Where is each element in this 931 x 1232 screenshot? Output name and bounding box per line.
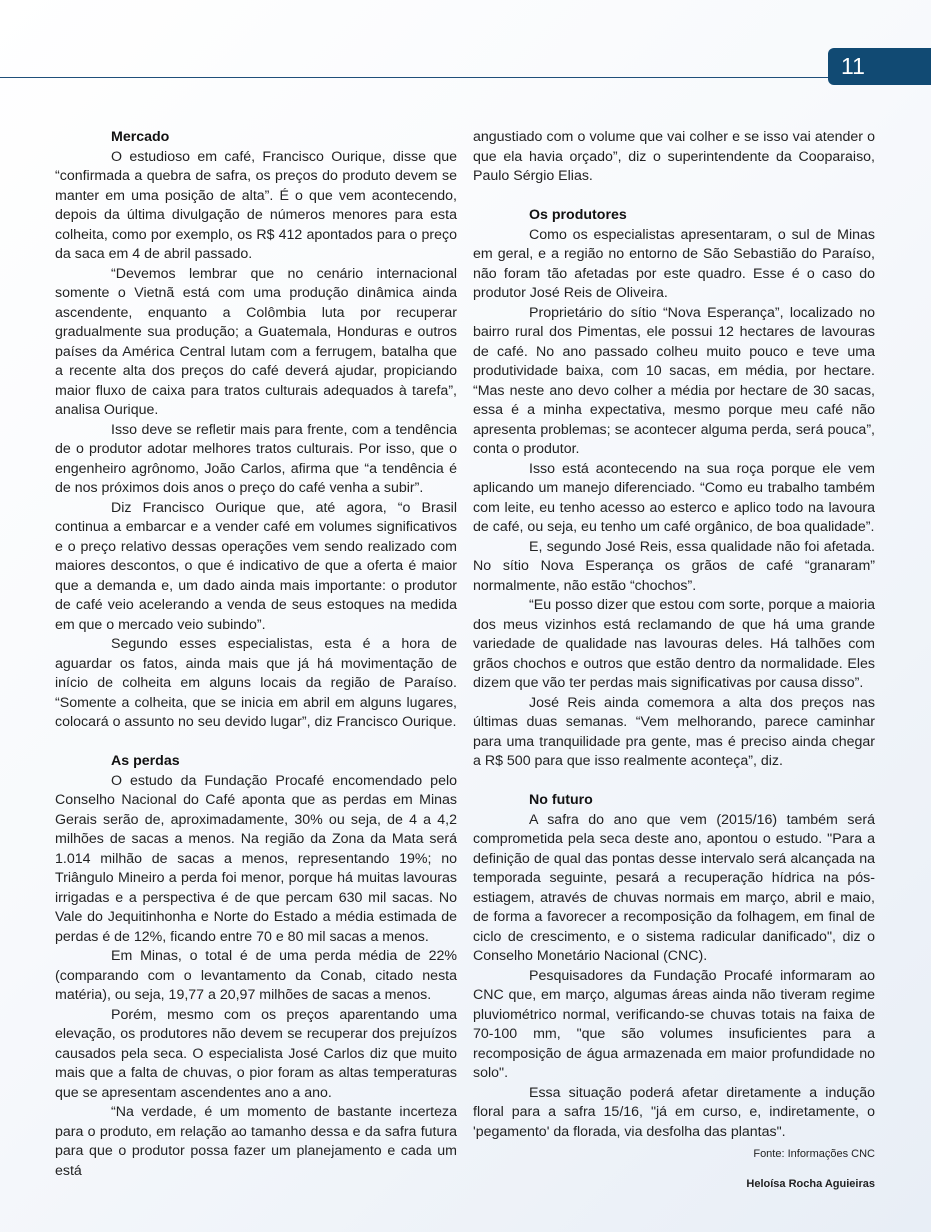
paragraph: “Na verdade, é um momento de bastante incerteza para o produto, em relação ao tamanho dessa e da safra futura para que o produtor possa fazer um planejamento e cada um está — [55, 1104, 457, 1179]
page-number: 11 — [841, 53, 865, 79]
section-heading-futuro: No futuro — [529, 792, 593, 808]
paragraph: Proprietário do sítio “Nova Esperança”, localizado no bairro rural dos Pimentas, ele possui 12 hectares de lavouras de café. No ano passado colheu muito pouco e teve uma produtividade baixa, com 10 sacas, em média, por hectare. “Mas neste ano devo colher a média por hectare de 30 sacas, essa é a minha expectativa, mesmo porque meu café não apresenta problemas; se acontecer alguma perda, será pouca”, conta o produtor. — [473, 304, 875, 457]
paragraph: Porém, mesmo com os preços aparentando uma elevação, os produtores não devem se recuperar dos prejuízos causados pela seca. O especialista José Carlos diz que muito mais que a falta de chuvas, o pior foram as altas temperaturas que se apresentam ascendentes ano a ano. — [55, 1006, 457, 1101]
paragraph: O estudioso em café, Francisco Ourique, disse que “confirmada a quebra de safra, os preços do produto devem se manter em uma posição de alta”. É o que vem acontecendo, depois da última divulgação de números menores para esta colheita, como por exemplo, os R$ 412 apontados para o preço da saca em 4 de abril passado. — [55, 148, 457, 262]
paragraph: Segundo esses especialistas, esta é a hora de aguardar os fatos, ainda mais que já há movimentação de início de colheita em alguns locais da região de Paraíso. “Somente a colheita, que se inicia em abril em alguns lugares, colocará o assunto no seu devido lugar”, diz Francisco Ourique. — [55, 636, 457, 730]
paragraph: José Reis ainda comemora a alta dos preços nas últimas duas semanas. “Vem melhorando, parece caminhar para uma tranquilidade pra gente, mas é preciso ainda chegar a R$ 500 para que isso realmente aconteça”, diz. — [473, 694, 875, 769]
right-column — [473, 128, 875, 1192]
section-heading-perdas: As perdas — [111, 753, 180, 769]
paragraph: Em Minas, o total é de uma perda média de 22% (comparando com o levantamento da Conab, citado nesta matéria), ou seja, 19,77 a 20,97 milhões de sacas a menos. — [55, 948, 457, 1003]
section-heading-mercado: Mercado — [111, 129, 170, 145]
paragraph: Essa situação poderá afetar diretamente a indução floral para a safra 15/16, "já em curso, e, indiretamente, o 'pegamento' da florada, via desfolha das plantas". — [473, 1084, 875, 1140]
paragraph: O estudo da Fundação Procafé encomendado pelo Conselho Nacional do Café aponta que as perdas em Minas Gerais serão de, aproximadamente, 30% ou seja, de 4 a 4,2 milhões de sacas a menos. Na região da Zona da Mata será 1.014 milhão de sacas a menos, representando 19%; no Triângulo Mineiro a perda foi menor, porque há muitas lavouras irrigadas e a perspectiva é de que percam 630 mil sacas. No Vale do Jequitinhonha e Norte do Estado a média estimada de perdas é de 12%, ficando entre 70 e 80 mil sacas a menos. — [55, 772, 457, 945]
paragraph: “Eu posso dizer que estou com sorte, porque a maioria dos meus vizinhos está reclamando de que há uma grande variedade de qualidade nas lavouras deles. Há talhões com grãos chochos e outros que estão dentro da normalidade. Eles dizem que vão ter perdas mais significativas por causa disso”. — [473, 597, 875, 691]
paragraph-continuation: angustiado com o volume que vai colher e se isso vai atender o que ela havia orçado”, diz o superintendente da Cooparaiso, Paulo Sérgio Elias. — [473, 129, 875, 184]
paragraph: Diz Francisco Ourique que, até agora, “o Brasil continua a embarcar e a vender café em volumes significativos e o preço relativo dessas operações vem sendo realizado com maiores descontos, o que é indicativo de que a oferta é maior que a demanda e, um dado ainda mais importante: o produtor de café veio acelerando a venda de seus estoques na medida em que o mercado veio subindo”. — [55, 499, 457, 633]
left-column — [55, 128, 457, 1181]
paragraph: Isso deve se refletir mais para frente, com a tendência de o produtor adotar melhores tratos culturais. Por isso, que o engenheiro agrônomo, João Carlos, afirma que “a tendência é de nos próximos dois anos o preço do café venha a subir”. — [55, 421, 457, 496]
paragraph: A safra do ano que vem (2015/16) também será comprometida pela seca deste ano, apontou o estudo. "Para a definição de qual das pontas desse intervalo será alcançada na temporada seguinte, pesará a recuperação hídrica na pós-estiagem, através de chuvas normais em março, abril e maio, de forma a favorecer a recomposição da folhagem, em final de ciclo de crescimento, e o sistema radicular danificado", diz o Conselho Monetário Nacional (CNC). — [473, 811, 875, 964]
paragraph: Pesquisadores da Fundação Procafé informaram ao CNC que, em março, algumas áreas ainda não tiveram regime pluviométrico normal, verificando-se chuvas totais na faixa de 70-100 mm, "que são volumes insuficientes para a recomposição de água armazenada em maior profundidade no solo". — [473, 967, 875, 1081]
author-byline: Heloísa Rocha Aguieiras — [746, 1178, 875, 1190]
paragraph: Como os especialistas apresentaram, o sul de Minas em geral, e a região no entorno de São Sebastião do Paraíso, não foram tão afetadas por este quadro. Esse é o caso do produtor José Reis de Oliveira. — [473, 226, 875, 301]
paragraph: “Devemos lembrar que no cenário internacional somente o Vietnã está com uma produção dinâmica ainda ascendente, enquanto a Colômbia luta por recuperar gradualmente sua produção; a Guatemala, Honduras e outros países da América Central lutam com a ferrugem, batalha que a recente alta dos preços do café deverá ajudar, propiciando maior fluxo de caixa para tratos culturais adequados à tarefa”, analisa Ourique. — [55, 265, 457, 418]
page-number-tab — [828, 48, 931, 85]
paragraph: E, segundo José Reis, essa qualidade não foi afetada. No sítio Nova Esperança os grãos de café “granaram” normalmente, não estão “chochos”. — [473, 538, 875, 594]
source-note: Fonte: Informações CNC — [753, 1148, 875, 1160]
section-heading-produtores: Os produtores — [529, 207, 627, 223]
header-rule — [0, 77, 830, 78]
paragraph: Isso está acontecendo na sua roça porque ele vem aplicando um manejo diferenciado. “Como eu trabalho também com leite, eu tenho acesso ao esterco e aplico todo na lavoura de café, ou seja, eu tenho um café orgânico, de boa qualidade”. — [473, 460, 875, 535]
